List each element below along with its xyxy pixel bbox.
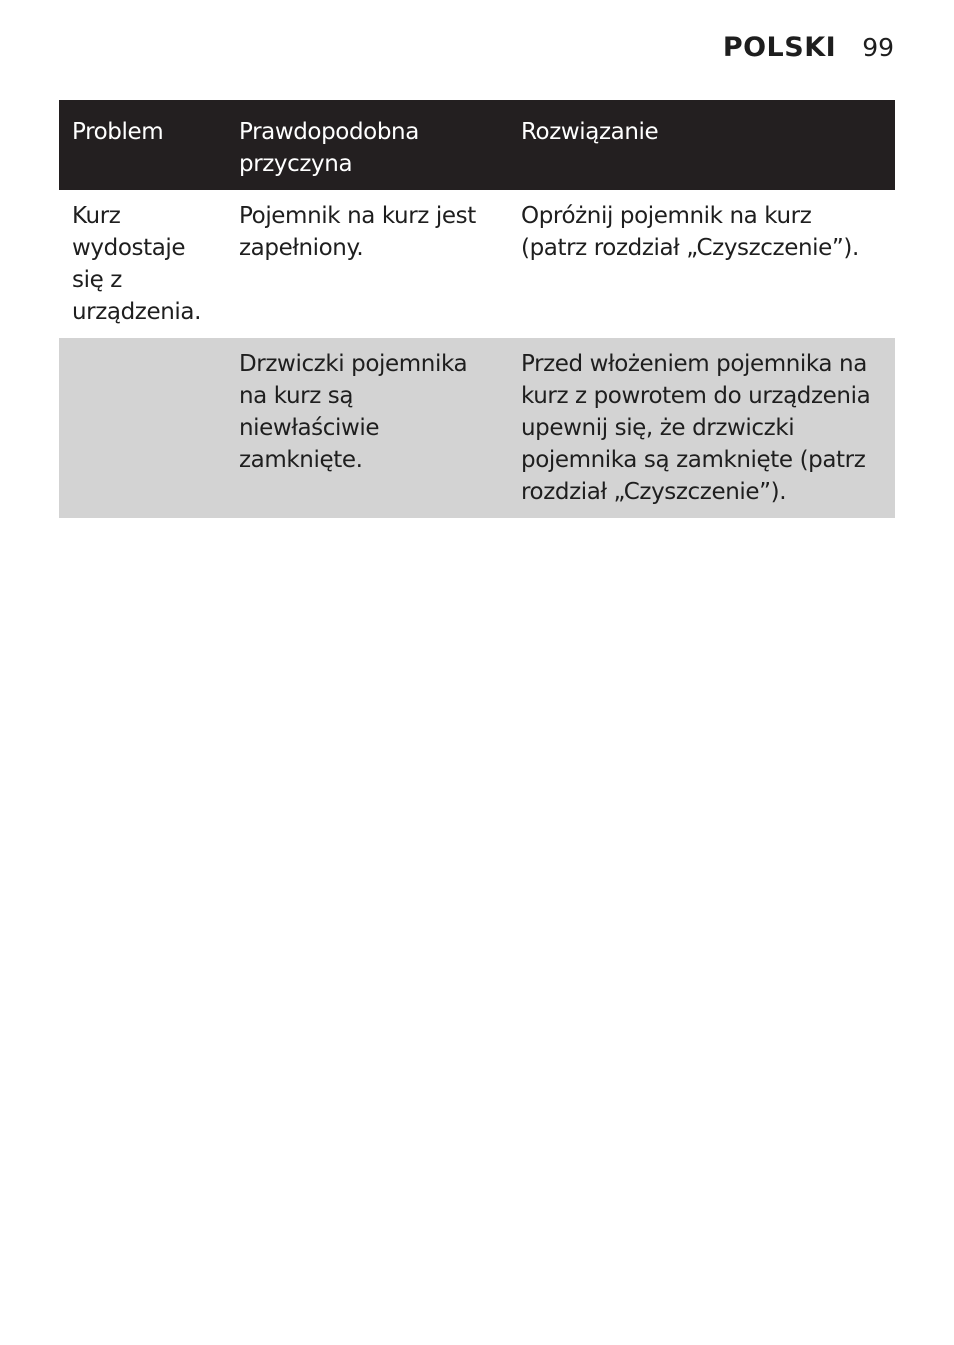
language-label: POLSKI (722, 32, 837, 63)
cell-cause: Pojemnik na kurz jest zapełniony. (239, 203, 476, 261)
page-header (723, 32, 894, 63)
cell-solution: Opróżnij pojemnik na kurz (patrz rozdział „Czyszczenie”). (521, 203, 859, 261)
cell-solution: Przed włożeniem pojemnika na kurz z powrotem do urządzenia upewnij się, że drzwiczki pojemnika są zamknięte (patrz rozdział „Czyszczenie”). (508, 338, 895, 518)
column-header-solution: Rozwiązanie (508, 100, 895, 190)
table-header (59, 100, 895, 190)
troubleshooting-table (59, 100, 895, 518)
table-row (59, 190, 895, 338)
table-row (59, 338, 895, 518)
cell-problem (59, 338, 226, 518)
column-header-cause: Prawdopodobna przyczyna (226, 100, 508, 190)
table-header-row (59, 100, 895, 190)
table-body (59, 190, 895, 518)
cell-problem: Kurz wydostaje się z urządzenia. (72, 203, 201, 325)
page-number: 99 (862, 33, 894, 62)
column-header-problem: Problem (59, 100, 226, 190)
cell-cause: Drzwiczki pojemnika na kurz są niewłaściwie zamknięte. (226, 338, 508, 518)
